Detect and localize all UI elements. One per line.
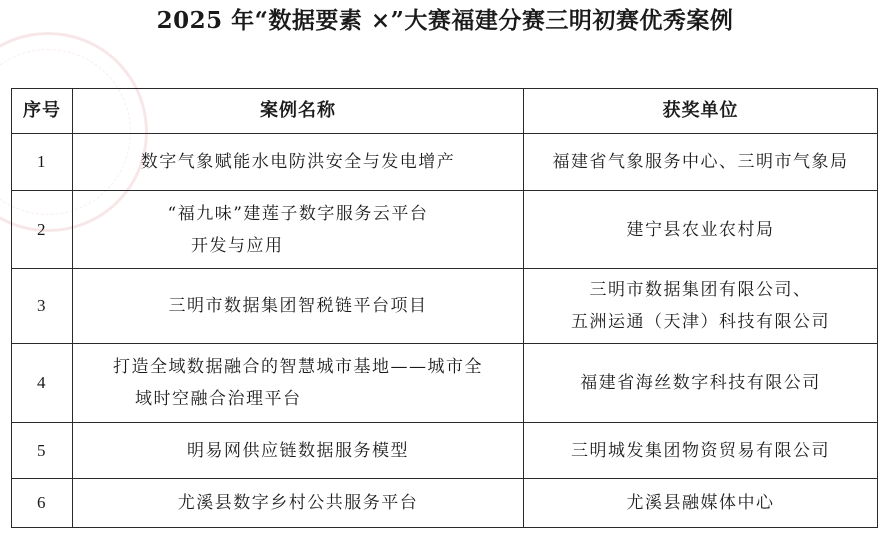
award-unit-line: 福建省海丝数字科技有限公司 (580, 373, 821, 393)
award-unit-line: 三明市数据集团有限公司、 (589, 280, 812, 300)
table-row (12, 344, 878, 423)
award-unit-cell (524, 269, 878, 344)
row-number: 3 (12, 269, 73, 344)
case-name-cell (73, 134, 524, 191)
table-row (12, 134, 878, 191)
case-name-cell (73, 191, 524, 269)
table-header-row (12, 89, 878, 134)
row-number: 2 (12, 191, 73, 269)
award-unit-cell (524, 423, 878, 479)
row-number: 6 (12, 479, 73, 528)
case-name-line: 尤溪县数字乡村公共服务平台 (177, 493, 419, 513)
case-name-line: 域时空融合治理平台 (135, 389, 302, 409)
document-title: 2025 年“数据要素 ×”大赛福建分赛三明初赛优秀案例 (156, 7, 734, 34)
award-unit-line: 建宁县农业农村局 (626, 219, 775, 240)
table-row (12, 423, 878, 479)
award-unit-line: 五洲运通（天津）科技有限公司 (571, 312, 830, 332)
award-unit-line: 福建省气象服务中心、三明市气象局 (552, 152, 849, 172)
award-unit-line: 尤溪县融媒体中心 (626, 493, 775, 513)
case-name-line: “福九味”建莲子数字服务云平台 (167, 203, 429, 224)
case-name-line: 三明市数据集团智税链平台项目 (168, 296, 428, 316)
awards-table (11, 88, 878, 528)
case-name-line: 数字气象赋能水电防洪安全与发电增产 (140, 152, 456, 172)
row-number: 4 (12, 344, 73, 423)
header-serial-number: 序号 (12, 89, 73, 134)
case-name-line: 明易网供应链数据服务模型 (187, 440, 409, 461)
row-number: 5 (12, 423, 73, 479)
table-row (12, 191, 878, 269)
award-unit-cell (524, 479, 878, 528)
award-unit-cell (524, 191, 878, 269)
award-unit-cell (524, 134, 878, 191)
header-case-name: 案例名称 (73, 89, 524, 134)
case-name-line: 开发与应用 (191, 235, 284, 256)
header-award-unit: 获奖单位 (524, 89, 878, 134)
case-name-cell (73, 344, 524, 423)
table-row (12, 479, 878, 528)
case-name-cell (73, 269, 524, 344)
table-row (12, 269, 878, 344)
case-name-line: 打造全域数据融合的智慧城市基地——城市全 (113, 357, 483, 377)
award-unit-cell (524, 344, 878, 423)
award-unit-line: 三明城发集团物资贸易有限公司 (571, 440, 830, 461)
case-name-cell (73, 423, 524, 479)
row-number: 1 (12, 134, 73, 191)
case-name-cell (73, 479, 524, 528)
